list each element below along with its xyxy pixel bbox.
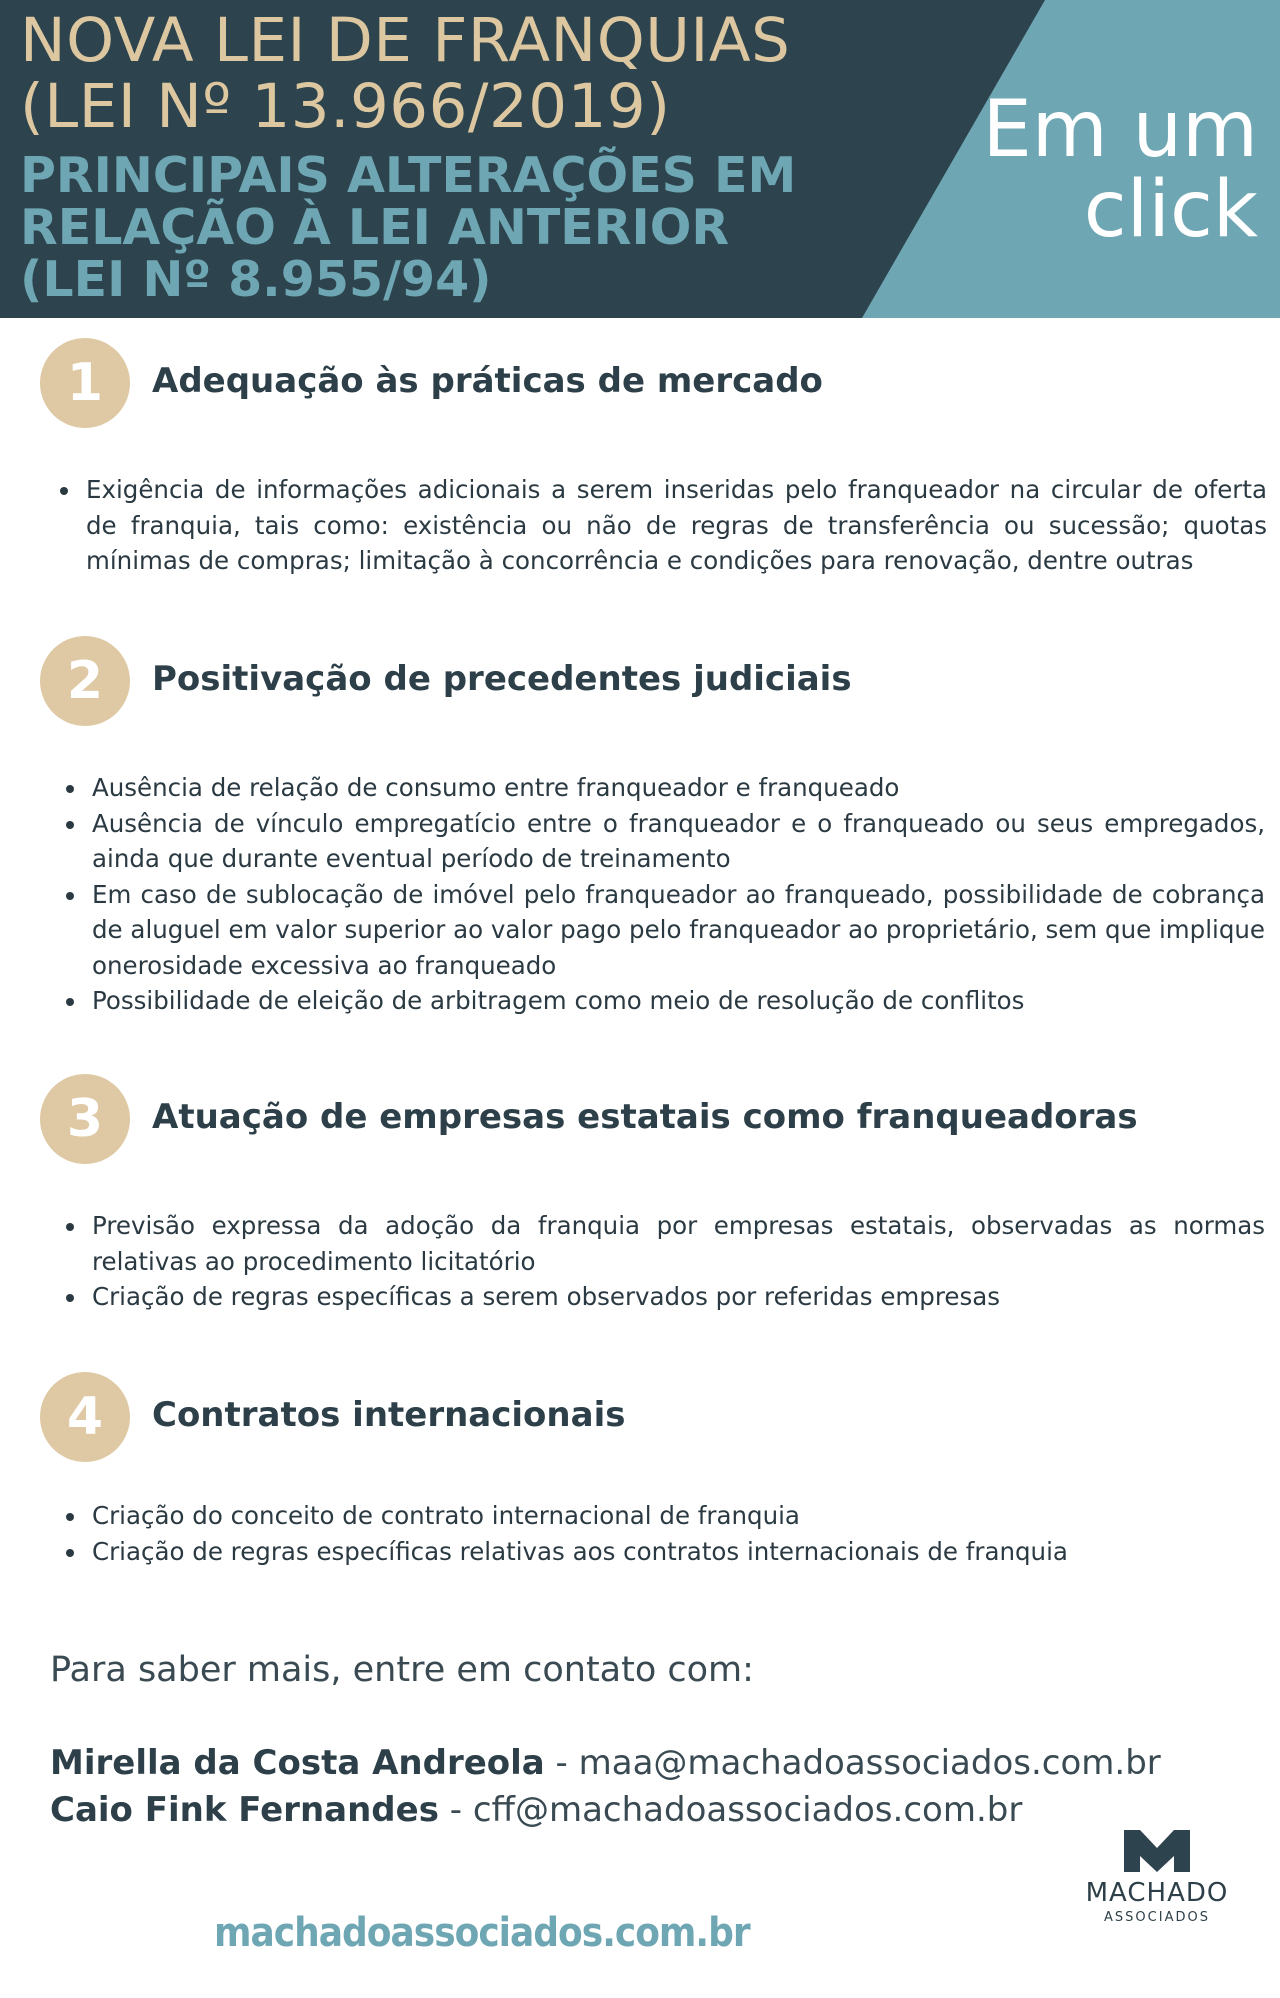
title-line-1: NOVA LEI DE FRANQUIAS [20, 5, 791, 76]
list-item: • Em caso de sublocação de imóvel pelo franqueador ao franqueado, possibilidade de cobrança de aluguel em valor superior ao valor pago pelo franqueador ao proprietário, sem que implique onerosidade excessiva ao franqueado [88, 877, 1265, 984]
contact-name: Caio Fink Fernandes [50, 1790, 439, 1830]
contact-email-link[interactable]: cff@machadoassociados.com.br [472, 1790, 1023, 1830]
list-item: • Criação de regras específicas a serem observados por referidas empresas [88, 1279, 1265, 1315]
subtitle-line-1: PRINCIPAIS ALTERAÇÕES EM [20, 147, 797, 204]
website-link[interactable]: machadoassociados.com.br [214, 1910, 750, 1956]
title-line-2: (LEI Nº 13.966/2019) [20, 71, 671, 142]
list-item: • Ausência de relação de consumo entre franqueador e franqueado [88, 770, 1265, 806]
list-item: • Ausência de vínculo empregatício entre o franqueador e o franqueado ou seus empregados, ainda que durante eventual período de treinamento [88, 806, 1265, 877]
section-number-badge: 3 [40, 1074, 130, 1164]
contact-person-2 [50, 1790, 1022, 1830]
contact-intro: Para saber mais, entre em contato com: [50, 1650, 754, 1690]
list-item: • Possibilidade de eleição de arbitragem como meio de resolução de conflitos [88, 983, 1265, 1019]
contact-separator: - [544, 1743, 579, 1783]
section-bullet-list [58, 1208, 1265, 1315]
logo-name: MACHADO [1085, 1878, 1229, 1908]
em-um-click-tagline [982, 85, 1258, 255]
section-title: Adequação às práticas de mercado [152, 361, 823, 401]
list-item: • Exigência de informações adicionais a serem inseridas pelo franqueador na circular de oferta de franquia, tais como: existência ou não de regras de transferência ou sucessão; quotas mínimas de compras; limitação à concorrência e condições para renovação, dentre outras [82, 472, 1267, 579]
tagline-line-1: Em um [982, 85, 1258, 175]
header-banner [0, 0, 1280, 318]
section-title: Atuação de empresas estatais como franqueadoras [152, 1097, 1138, 1137]
section-number-badge: 1 [40, 338, 130, 428]
section-bullet-list [52, 472, 1267, 579]
contact-separator: - [438, 1790, 473, 1830]
contact-name: Mirella da Costa Andreola [50, 1743, 545, 1783]
subtitle-line-2: RELAÇÃO À LEI ANTERIOR [20, 199, 730, 256]
list-item: • Criação do conceito de contrato internacional de franquia [88, 1498, 1265, 1534]
tagline-line-2: click [1083, 165, 1258, 255]
section-title: Contratos internacionais [152, 1395, 626, 1435]
logo-subtitle: ASSOCIADOS [1104, 1910, 1210, 1925]
list-item: • Previsão expressa da adoção da franquia por empresas estatais, observadas as normas relativas ao procedimento licitatório [88, 1208, 1265, 1279]
section-title: Positivação de precedentes judiciais [152, 659, 852, 699]
section-bullet-list [58, 1498, 1265, 1569]
list-item: • Criação de regras específicas relativas aos contratos internacionais de franquia [88, 1534, 1265, 1570]
subtitle-line-3: (LEI Nº 8.955/94) [20, 251, 492, 308]
contact-email-link[interactable]: maa@machadoassociados.com.br [578, 1743, 1161, 1783]
section-bullet-list [58, 770, 1265, 1019]
logo-m-icon [1124, 1830, 1190, 1872]
section-number-badge: 4 [40, 1372, 130, 1462]
machado-associados-logo [1082, 1830, 1232, 1925]
contact-person-1 [50, 1743, 1161, 1783]
page-subtitle [20, 147, 797, 308]
section-number-badge: 2 [40, 636, 130, 726]
page-title [20, 5, 791, 142]
